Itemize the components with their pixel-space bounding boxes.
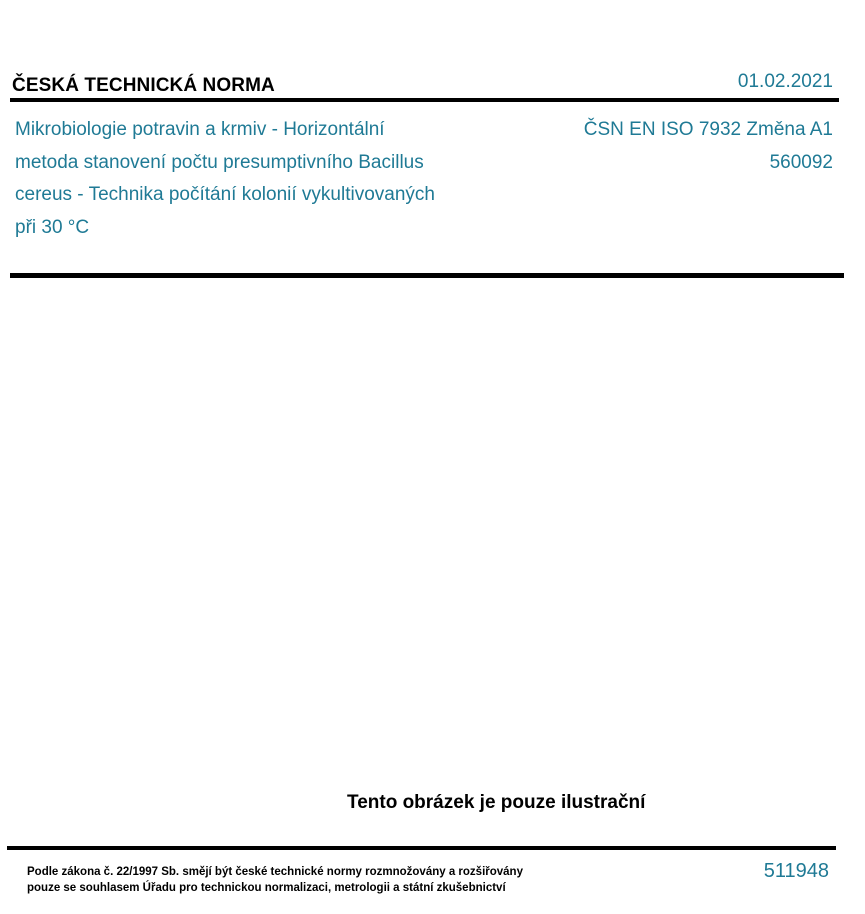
footer-divider — [7, 846, 836, 850]
header-divider — [10, 98, 839, 102]
illustrative-notice: Tento obrázek je pouze ilustrační — [347, 792, 646, 813]
class-number: 560092 — [769, 151, 833, 173]
order-number: 511948 — [763, 860, 829, 882]
legal-notice-line: pouze se souhlasem Úřadu pro technickou normalizaci, metrologii a státní zkušebnictví — [27, 882, 506, 894]
header-date: 01.02.2021 — [737, 71, 833, 92]
document-title — [15, 114, 515, 244]
standard-code: ČSN EN ISO 7932 Změna A1 — [583, 119, 833, 140]
document-identifiers — [584, 114, 833, 179]
legal-notice — [27, 864, 523, 896]
document-title-line: Mikrobiologie potravin a krmiv - Horizontální — [15, 119, 385, 140]
title-divider — [10, 273, 844, 278]
header-title: ČESKÁ TECHNICKÁ NORMA — [12, 75, 275, 96]
legal-notice-line: Podle zákona č. 22/1997 Sb. smějí být české technické normy rozmnožovány a rozšiřovány — [27, 866, 523, 878]
document-title-line: metoda stanovení počtu presumptivního Bacillus — [15, 151, 424, 173]
document-title-line: při 30 °C — [15, 216, 90, 238]
document-title-line: cereus - Technika počítání kolonií vykultivovaných — [15, 184, 435, 205]
